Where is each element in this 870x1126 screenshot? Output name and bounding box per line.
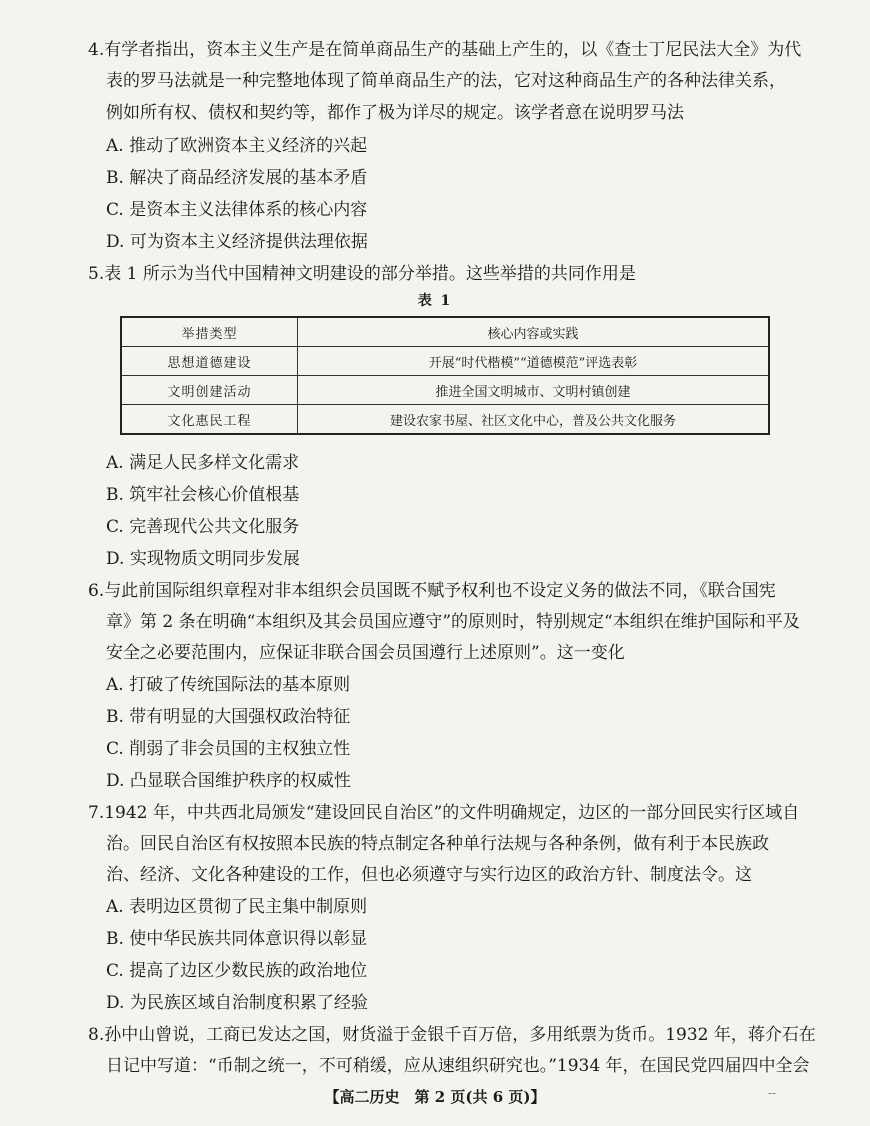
table-header-cell: 举措类型 — [121, 317, 298, 347]
option-b: B. 筑牢社会核心价值根基 — [106, 485, 300, 505]
option-c: C. 完善现代公共文化服务 — [106, 517, 300, 537]
option-c: C. 是资本主义法律体系的核心内容 — [106, 200, 368, 220]
table-cell: 推进全国文明城市、文明村镇创建 — [298, 376, 770, 405]
table-row — [121, 376, 769, 405]
table-cell: 文明创建活动 — [121, 376, 298, 405]
question-7-text: 治、经济、文化各种建设的工作，但也必须遵守与实行边区的政治方针、制度法令。这 — [106, 865, 752, 885]
option-d: D. 实现物质文明同步发展 — [106, 549, 300, 569]
table-cell: 开展“时代楷模”“道德模范”评选表彰 — [298, 347, 770, 376]
option-d: D. 为民族区域自治制度积累了经验 — [106, 993, 368, 1013]
question-6-text: 安全之必要范围内，应保证非联合国会员国遵行上述原则”。这一变化 — [106, 643, 625, 663]
question-4-text: 例如所有权、债权和契约等，都作了极为详尽的规定。该学者意在说明罗马法 — [106, 103, 684, 123]
option-d: D. 可为资本主义经济提供法理依据 — [106, 232, 368, 252]
question-4-text: 表的罗马法就是一种完整地体现了简单商品生产的法，它对这种商品生产的各种法律关系， — [106, 71, 786, 91]
table-caption: 表 1 — [417, 293, 453, 309]
table-row — [121, 405, 769, 435]
option-a: A. 表明边区贯彻了民主集中制原则 — [106, 897, 368, 917]
question-6-text: 6.与此前国际组织章程对非本组织会员国既不赋予权利也不设定义务的做法不同，《联合国宪 — [88, 581, 776, 601]
question-8-text: 日记中写道：“币制之统一，不可稍缓，应从速组织研究也。”1934 年，在国民党四届四中全会 — [106, 1056, 810, 1076]
option-b: B. 使中华民族共同体意识得以彰显 — [106, 929, 368, 949]
option-d: D. 凸显联合国维护秩序的权威性 — [106, 771, 351, 791]
question-5-text: 5.表 1 所示为当代中国精神文明建设的部分举措。这些举措的共同作用是 — [88, 264, 636, 284]
table-cell: 建设农家书屋、社区文化中心，普及公共文化服务 — [298, 405, 770, 435]
option-a: A. 推动了欧洲资本主义经济的兴起 — [106, 136, 368, 156]
option-b: B. 带有明显的大国强权政治特征 — [106, 707, 351, 727]
table-row — [121, 347, 769, 376]
page-footer: 【高二历史 第 2 页(共 6 页)】 — [324, 1088, 546, 1106]
option-a: A. 满足人民多样文化需求 — [106, 453, 300, 473]
question-6-text: 章》第 2 条在明确“本组织及其会员国应遵守”的原则时，特别规定“本组织在维护国际和平及 — [106, 612, 800, 632]
table-cell: 文化惠民工程 — [121, 405, 298, 435]
option-a: A. 打破了传统国际法的基本原则 — [106, 675, 351, 695]
option-c: C. 提高了边区少数民族的政治地位 — [106, 961, 368, 981]
option-c: C. 削弱了非会员国的主权独立性 — [106, 739, 351, 759]
question-4-text: 4.有学者指出，资本主义生产是在简单商品生产的基础上产生的，以《查士丁尼民法大全》为代 — [88, 40, 802, 60]
option-b: B. 解决了商品经济发展的基本矛盾 — [106, 168, 368, 188]
question-7-text: 7.1942 年，中共西北局颁发“建设回民自治区”的文件明确规定，边区的一部分回民实行区域自 — [88, 803, 800, 823]
question-8-text: 8.孙中山曾说，工商已发达之国，财货溢于金银千百万倍，多用纸票为货币。1932 年，蒋介石在 — [88, 1025, 816, 1045]
table-header-cell: 核心内容或实践 — [298, 317, 770, 347]
table-header-row — [121, 317, 769, 347]
measures-table — [120, 316, 770, 435]
footer-mark: -- — [768, 1086, 777, 1100]
question-7-text: 治。回民自治区有权按照本民族的特点制定各种单行法规与各种条例，做有利于本民族政 — [106, 834, 769, 854]
table-cell: 思想道德建设 — [121, 347, 298, 376]
